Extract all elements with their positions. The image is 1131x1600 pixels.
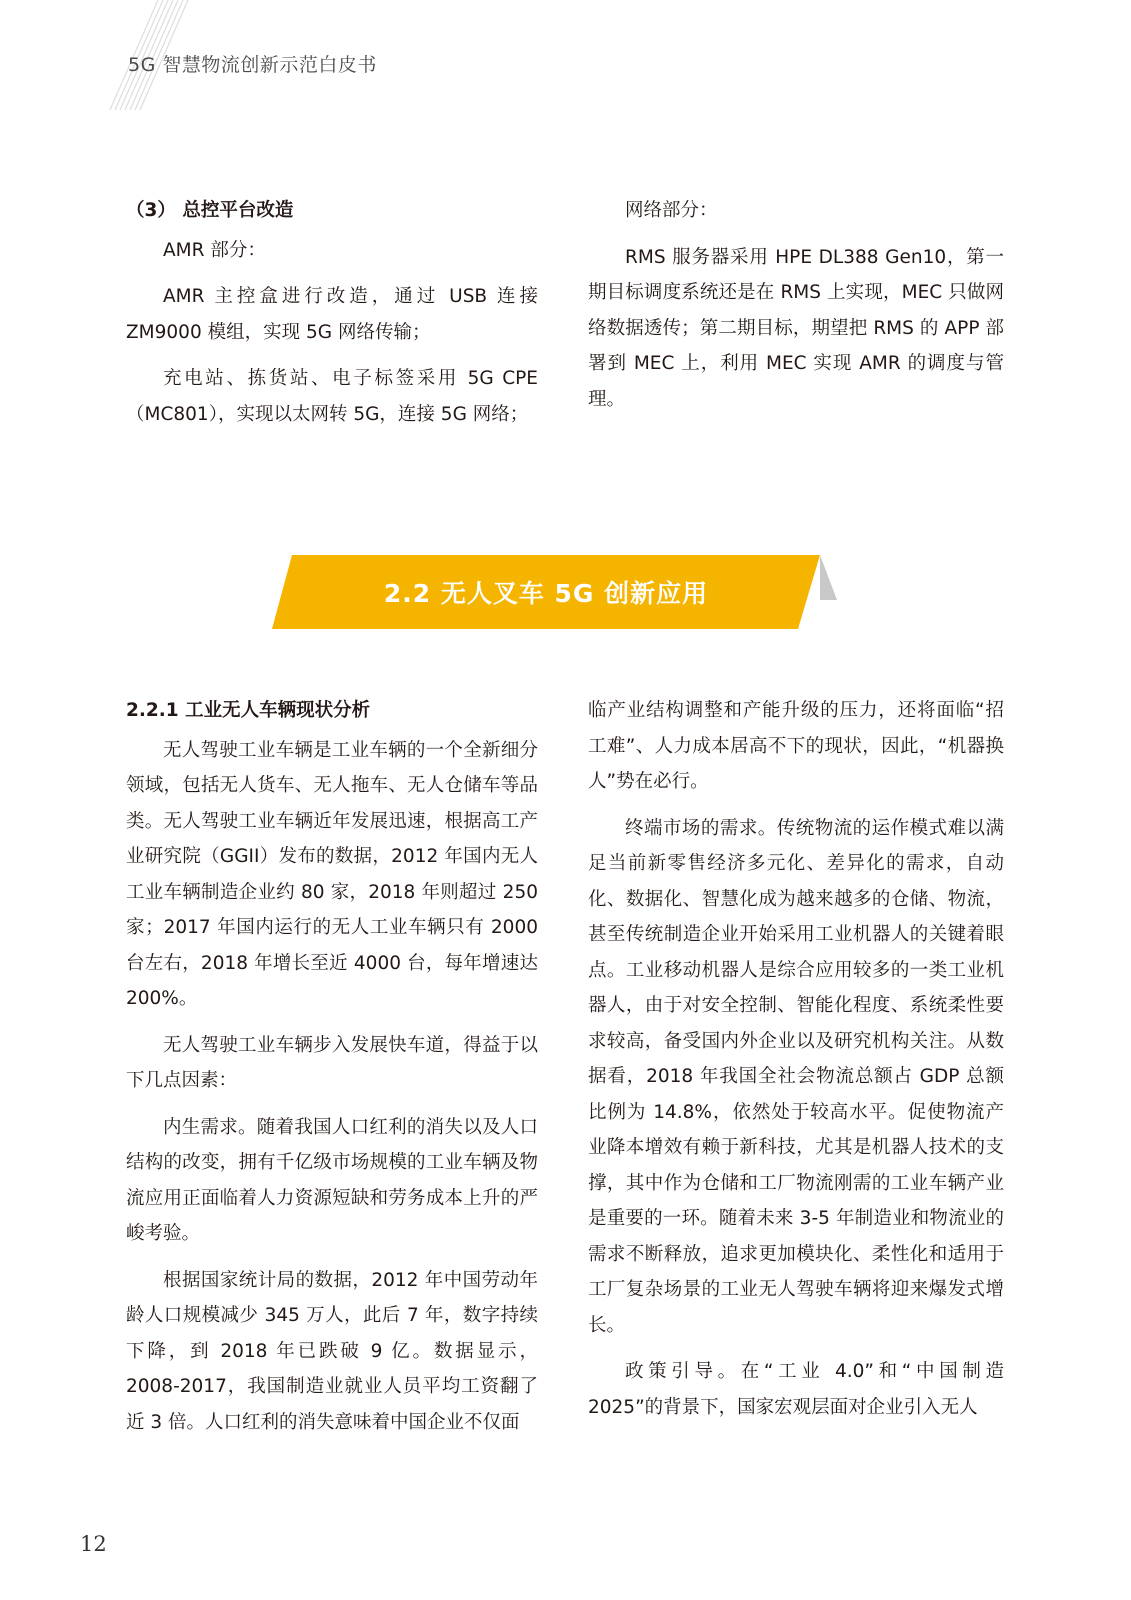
section-bottom-left [126,693,538,1451]
paragraph: 网络部分： [625,200,718,221]
subsection-heading: 2.2.1 工业无人车辆现状分析 [126,700,371,721]
banner-shadow [820,555,837,600]
section-bottom-right [588,693,1004,1436]
paragraph: 临产业结构调整和产能升级的压力，还将面临“招工难”、人力成本居高不下的现状，因此，“机器换人”势在必行。 [588,700,1004,792]
paragraph: 终端市场的需求。传统物流的运作模式难以满足当前新零售经济多元化、差异化的需求，自动化、数据化、智慧化成为越来越多的仓储、物流，甚至传统制造企业开始采用工业机器人的关键着眼点。工业移动机器人是综合应用较多的一类工业机器人，由于对安全控制、智能化程度、系统柔性要求较高，备受国内外企业以及研究机构关注。从数据看，2018 年我国全社会物流总额占 GDP 总额比例为 14.8%，依然处于较高水平。促使物流产业降本增效有赖于新科技，尤其是机器人技术的支撑，其中作为仓储和工厂物流刚需的工业车辆产业是重要的一环。随着未来 3-5 年制造业和物流业的需求不断释放，追求更加模块化、柔性化和适用于工厂复杂场景的工业无人驾驶车辆将迎来爆发式增长。 [588,817,1004,1336]
page-number: 12 [80,1532,107,1556]
paragraph: RMS 服务器采用 HPE DL388 Gen10，第一期目标调度系统还是在 RMS 上实现，MEC 只做网络数据透传；第二期目标，期望把 RMS 的 APP 部署到 MEC 上，利用 MEC 实现 AMR 的调度与管理。 [588,246,1004,410]
paragraph: AMR 主控盒进行改造，通过 USB 连接 ZM9000 模组，实现 5G 网络传输； [126,286,538,343]
paragraph: 内生需求。随着我国人口红利的消失以及人口结构的改变，拥有千亿级市场规模的工业车辆及物流应用正面临着人力资源短缺和劳务成本上升的严峻考验。 [126,1116,538,1244]
section-top-right [588,193,1004,428]
section-title: 2.2 无人叉车 5G 创新应用 [383,579,709,608]
paragraph: 无人驾驶工业车辆步入发展快车道，得益于以下几点因素： [126,1034,538,1091]
paragraph: 根据国家统计局的数据，2012 年中国劳动年龄人口规模减少 345 万人，此后 7 年，数字持续下降，到 2018 年已跌破 9 亿。数据显示，2008-2017，我国制造业就业人员平均工资翻了近 3 倍。人口红利的消失意味着中国企业不仅面 [126,1269,538,1433]
section-top-left [126,193,538,443]
paragraph: AMR 部分： [163,239,266,261]
paragraph: 无人驾驶工业车辆是工业车辆的一个全新细分领域，包括无人货车、无人拖车、无人仓储车等品类。无人驾驶工业车辆近年发展迅速，根据高工产业研究院（GGII）发布的数据，2012 年国内无人工业车辆制造企业约 80 家，2018 年则超过 250 家；2017 年国内运行的无人工业车辆只有 2000 台左右，2018 年增长至近 4000 台，每年增速达 200%。 [126,739,538,1009]
paragraph: 政策引导。在“工业 4.0”和“中国制造 2025”的背景下，国家宏观层面对企业引入无人 [588,1361,1004,1418]
paragraph: 充电站、拣货站、电子标签采用 5G CPE（MC801），实现以太网转 5G，连接 5G 网络； [126,368,538,425]
subsection-heading: （3） 总控平台改造 [126,200,294,221]
running-header-title: 5G 智慧物流创新示范白皮书 [128,54,377,76]
